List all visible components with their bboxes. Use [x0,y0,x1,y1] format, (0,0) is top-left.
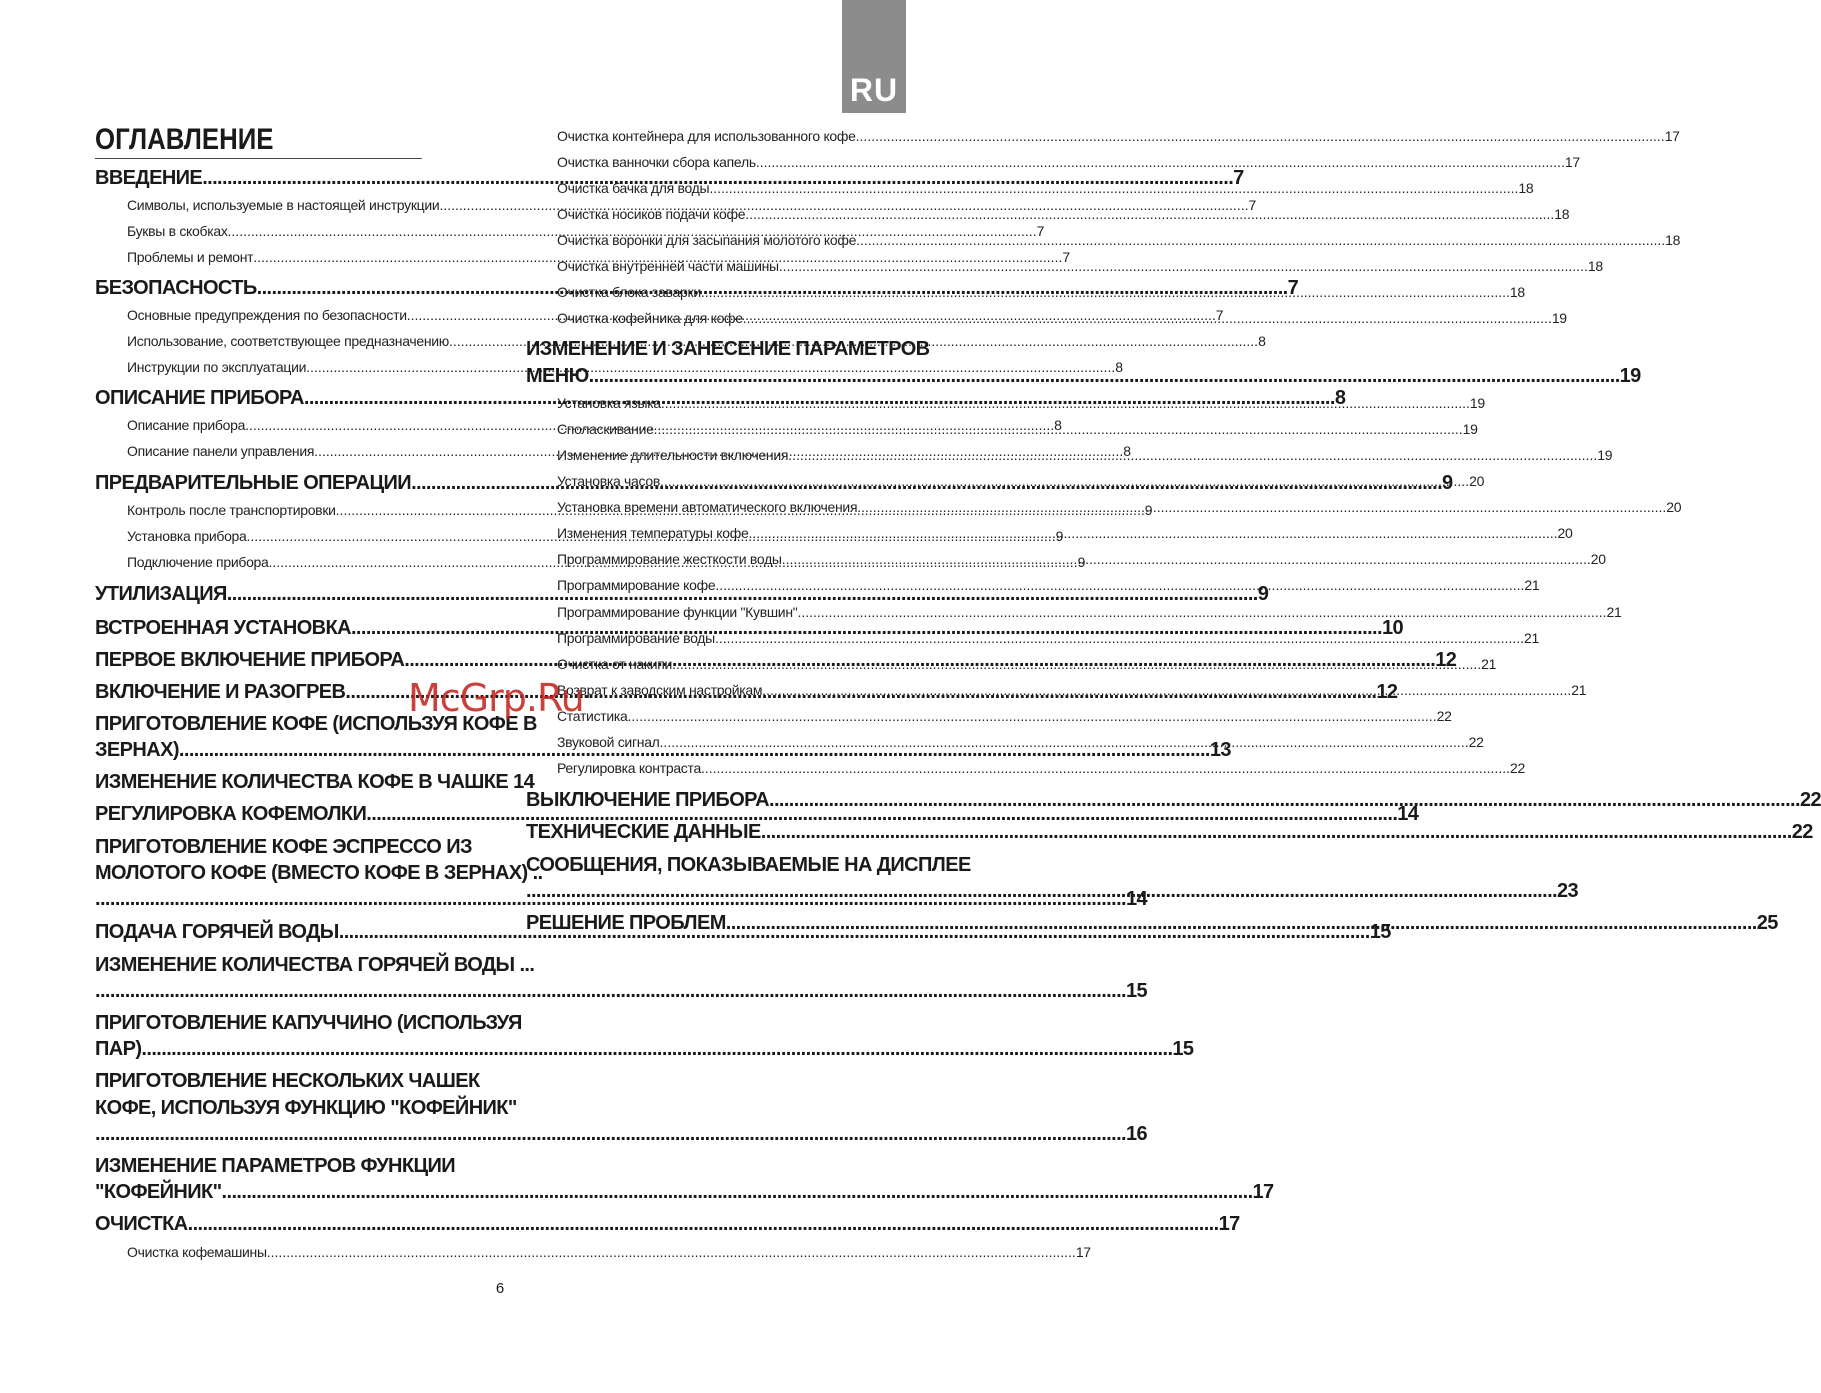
toc-subentry[interactable]: Буквы в скобках ..... 7 [127,222,475,240]
toc-entry-line: КОФЕ, ИСПОЛЬЗУЯ ФУНКЦИЮ "КОФЕЙНИК" [95,1097,517,1119]
toc-entry-line: ИЗМЕНЕНИЕ КОЛИЧЕСТВА ГОРЯЧЕЙ ВОДЫ ... [95,954,535,976]
toc-entry-line: ПРИГОТОВЛЕНИЕ КОФЕ ЭСПРЕССО ИЗ [95,836,472,858]
toc-entry[interactable]: РЕШЕНИЕ ПРОБЛЕМ ..... 25 [526,911,906,935]
toc-subentry[interactable]: Программирование функции "Кувшин" ..... 21 [557,603,905,621]
toc-subentry[interactable]: Очистка контейнера для использованного кофе ..... 17 [557,127,905,145]
toc-subentry[interactable]: Контроль после транспортировки ..... 9 [127,501,475,519]
toc-subentry[interactable]: Возврат к заводским настройкам ..... 21 [557,681,905,699]
toc-subentry[interactable]: Инструкции по эксплуатации ..... 8 [127,358,475,376]
toc-subentry[interactable]: Статистика ..... 22 [557,707,905,725]
language-code: RU [849,72,899,108]
toc-entry[interactable]: ПАР) ..... 15 [95,1037,475,1061]
toc-subentry[interactable]: Очистка бачка для воды ..... 18 [557,179,905,197]
toc-title: ОГЛАВЛЕНИЕ [95,122,422,159]
toc-subentry[interactable]: Установка часов ..... 20 [557,472,905,490]
toc-entry-line: ПРИГОТОВЛЕНИЕ НЕСКОЛЬКИХ ЧАШЕК [95,1070,480,1092]
toc-entry[interactable]: "КОФЕЙНИК" ..... 17 [95,1180,475,1204]
toc-subentry[interactable]: Очистка внутренней части машины ..... 18 [557,257,905,275]
toc-entry[interactable]: УТИЛИЗАЦИЯ ..... 9 [95,582,475,606]
toc-entry[interactable]: ОЧИСТКА ..... 17 [95,1212,475,1236]
toc-subentry[interactable]: Использование, соответствующее предназначению ..... 8 [127,332,475,350]
toc-subentry[interactable]: Звуковой сигнал ..... 22 [557,733,905,751]
toc-entry[interactable]: ПРЕДВАРИТЕЛЬНЫЕ ОПЕРАЦИИ ..... 9 [95,471,475,495]
page-number: 6 [495,1280,505,1297]
toc-subentry[interactable]: Установка языка ..... 19 [557,394,905,412]
toc-entry[interactable]: ПЕРВОЕ ВКЛЮЧЕНИЕ ПРИБОРА ..... 12 [95,648,475,672]
toc-subentry[interactable]: Споласкивание ..... 19 [557,420,905,438]
toc-entry[interactable]: ВСТРОЕННАЯ УСТАНОВКА ..... 10 [95,616,475,640]
toc-subentry[interactable]: Проблемы и ремонт ..... 7 [127,248,475,266]
toc-subentry[interactable]: Очистка блока заварки ..... 18 [557,283,905,301]
toc-subentry[interactable]: Описание панели управления ..... 8 [127,442,475,460]
toc-subentry[interactable]: Программирование воды ..... 21 [557,629,905,647]
toc-entry[interactable]: ВЫКЛЮЧЕНИЕ ПРИБОРА ..... 22 [526,788,906,812]
toc-subentry[interactable]: Регулировка контраста ..... 22 [557,759,905,777]
toc-subentry[interactable]: Программирование кофе ..... 21 [557,576,905,594]
toc-entry[interactable]: ЗЕРНАХ) ..... 13 [95,738,475,762]
toc-entry[interactable]: ВВЕДЕНИЕ ..... 7 [95,166,475,190]
toc-subentry[interactable]: Очистка кофемашины ..... 17 [127,1243,475,1261]
toc-subentry[interactable]: Основные предупреждения по безопасности ..... 7 [127,306,475,324]
toc-subentry[interactable]: Подключение прибора ..... 9 [127,553,475,571]
toc-entry-line: МОЛОТОГО КОФЕ (ВМЕСТО КОФЕ В ЗЕРНАХ) .. [95,862,543,884]
toc-entry-line: ИЗМЕНЕНИЕ ПАРАМЕТРОВ ФУНКЦИИ [95,1155,456,1177]
toc-entry[interactable]: МЕНЮ ..... 19 [526,364,906,388]
toc-entry[interactable]: ПОДАЧА ГОРЯЧЕЙ ВОДЫ ..... 15 [95,920,475,944]
toc-entry[interactable]: ..... 16 [95,1122,475,1146]
toc-subentry[interactable]: Изменение длительности включения ..... 19 [557,446,905,464]
toc-entry[interactable]: ВКЛЮЧЕНИЕ И РАЗОГРЕВ ..... 12 [95,680,475,704]
toc-subentry[interactable]: Очистка кофейника для кофе ..... 19 [557,309,905,327]
toc-entry-line: СООБЩЕНИЯ, ПОКАЗЫВАЕМЫЕ НА ДИСПЛЕЕ [526,854,971,876]
toc-entry[interactable]: БЕЗОПАСНОСТЬ ..... 7 [95,276,475,300]
toc-subentry[interactable]: Изменения температуры кофе ..... 20 [557,524,905,542]
toc-subentry[interactable]: Очистка носиков подачи кофе ..... 18 [557,205,905,223]
toc-entry-line: ПРИГОТОВЛЕНИЕ КАПУЧЧИНО (ИСПОЛЬЗУЯ [95,1012,522,1034]
toc-subentry[interactable]: Установка времени автоматического включения ..... 20 [557,498,905,516]
toc-entry[interactable]: ИЗМЕНЕНИЕ КОЛИЧЕСТВА КОФЕ В ЧАШКЕ 14 [95,771,535,793]
toc-entry[interactable]: ..... 15 [95,979,475,1003]
toc-subentry[interactable]: Очистка от накипи ..... 21 [557,655,905,673]
toc-subentry[interactable]: Очистка воронки для засыпания молотого кофе ..... 18 [557,231,905,249]
watermark: McGrp.Ru [408,676,584,720]
toc-entry[interactable]: ТЕХНИЧЕСКИЕ ДАННЫЕ ..... 22 [526,820,906,844]
toc-subentry[interactable]: Символы, используемые в настоящей инструкции ..... 7 [127,196,475,214]
toc-entry[interactable]: ..... 14 [95,887,475,911]
toc-entry[interactable]: РЕГУЛИРОВКА КОФЕМОЛКИ ..... 14 [95,802,475,826]
toc-entry[interactable]: ОПИСАНИЕ ПРИБОРА ..... 8 [95,386,475,410]
toc-entry[interactable]: ..... 23 [526,879,906,903]
toc-subentry[interactable]: Установка прибора ..... 9 [127,527,475,545]
toc-entry-line: ПРИГОТОВЛЕНИЕ КОФЕ (ИСПОЛЬЗУЯ КОФЕ В [95,713,537,735]
toc-subentry[interactable]: Программирование жесткости воды ..... 20 [557,550,905,568]
toc-entry-line: ИЗМЕНЕНИЕ И ЗАНЕСЕНИЕ ПАРАМЕТРОВ [526,338,930,360]
toc-subentry[interactable]: Описание прибора ..... 8 [127,416,475,434]
toc-subentry[interactable]: Очистка ванночки сбора капель ..... 17 [557,153,905,171]
